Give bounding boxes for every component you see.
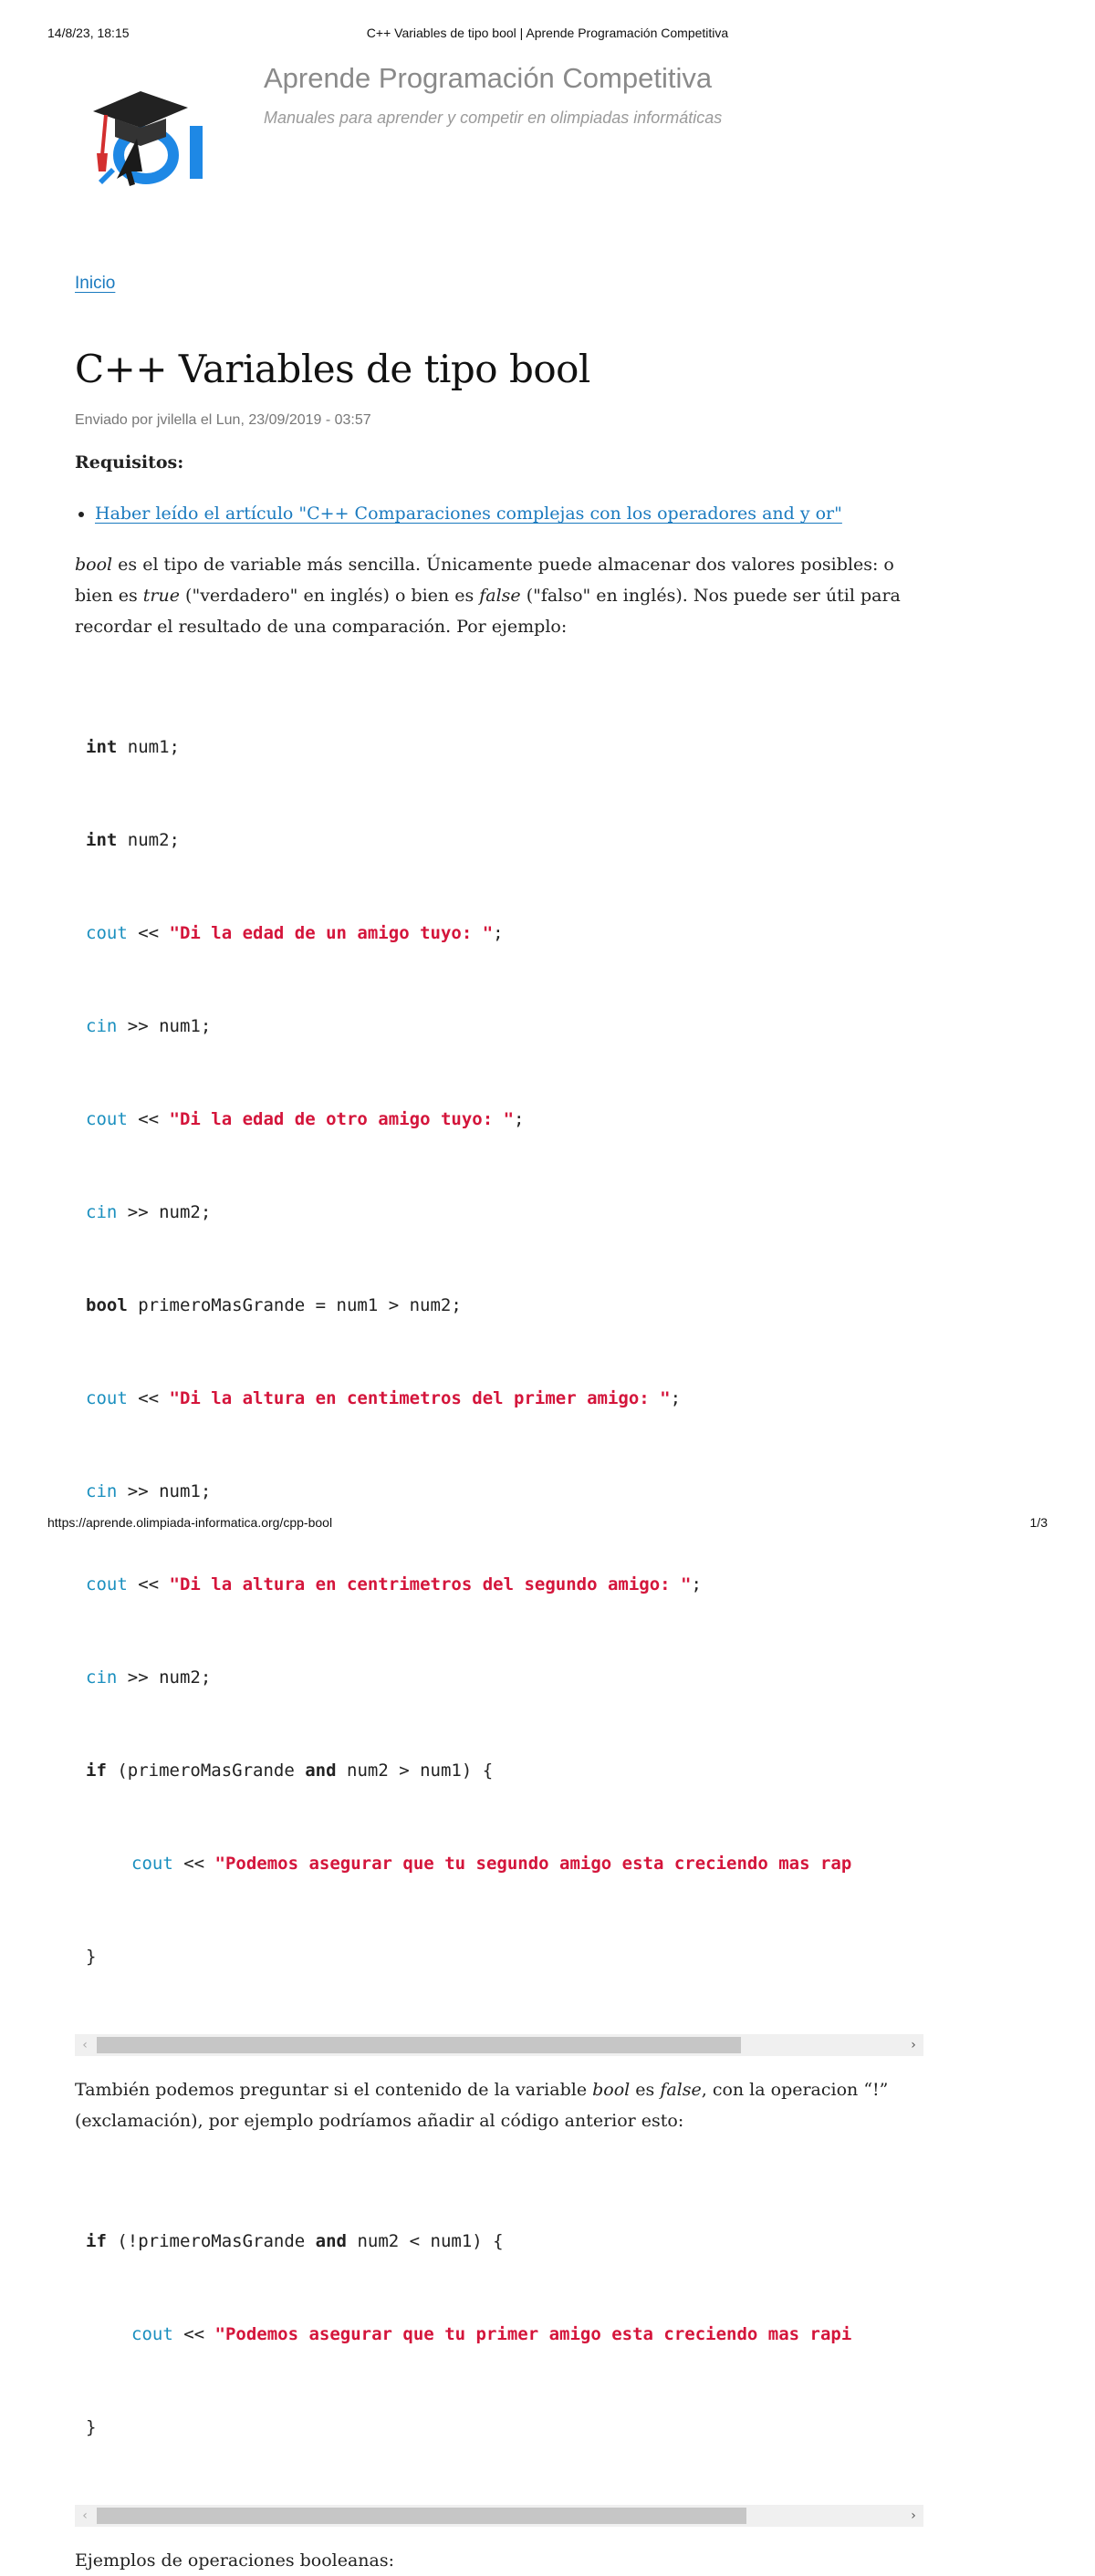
text: ("falso" en inglés). Nos puede ser útil para recordar el resultado de una comparación. Por ejemplo: [75,586,901,637]
code-line: cout << "Podemos asegurar que tu primer amigo esta creciendo mas rapi [131,2324,852,2344]
scroll-left-icon[interactable]: ‹ [82,2508,88,2523]
examples-heading: Ejemplos de operaciones booleanas: [75,2550,395,2571]
requirements-list [75,498,923,529]
submitted-info: Enviado por jvilella el Lun, 23/09/2019 - 03:57 [75,412,371,428]
print-url: https://aprende.olimpiada-informatica.org/cpp-bool [47,1515,333,1530]
code-line: int num2; [86,830,180,850]
code-line: } [86,1947,97,1967]
term-false: false [479,586,521,606]
term-bool: bool [75,555,113,575]
site-slogan: Manuales para aprender y competir en olimpiadas informáticas [264,109,723,127]
term-bool: bool [592,2080,631,2100]
horizontal-scrollbar[interactable] [75,2505,923,2527]
code-line: cout << "Di la edad de un amigo tuyo: "; [86,923,504,943]
requirements-title: Requisitos: [75,452,184,473]
code-line: cin >> num1; [86,1016,212,1036]
code-line: cin >> num2; [86,1667,212,1688]
code-content [75,670,923,2034]
code-block [75,670,923,2056]
print-doc-title: C++ Variables de tipo bool | Aprende Programación Competitiva [366,26,729,40]
code-line: if (primeroMasGrande and num2 > num1) { [86,1761,494,1781]
code-line: cin >> num2; [86,1202,212,1222]
code-line: int num1; [86,737,180,757]
code-block [75,2164,923,2527]
code-line: cout << "Di la edad de otro amigo tuyo: "; [86,1109,525,1129]
text: También podemos preguntar si el contenido de la variable [75,2080,593,2100]
code-line: cin >> num1; [86,1481,212,1501]
text: es el tipo de variable más sencilla. Únicamente puede almacenar dos valores posibles: o bien es [75,555,894,606]
term-false: false [660,2080,702,2100]
negation-paragraph [75,2074,923,2136]
text: ("verdadero" en inglés) o bien es [180,586,480,606]
scrollbar-thumb[interactable] [97,2508,746,2524]
code-content [75,2164,923,2505]
code-line: if (!primeroMasGrande and num2 < num1) { [86,2231,504,2251]
breadcrumb-home-link[interactable]: Inicio [75,274,116,293]
code-line: bool primeroMasGrande = num1 > num2; [86,1295,462,1315]
site-name[interactable]: Aprende Programación Competitiva [264,62,713,94]
scroll-right-icon[interactable]: › [911,2508,916,2523]
code-line: } [86,2417,97,2437]
site-logo[interactable] [75,84,221,203]
requirement-link[interactable]: Haber leído el artículo "C++ Comparaciones complejas con los operadores and y or" [95,504,842,524]
text: es [630,2080,661,2100]
text: , con la operacion “!” (exclamación), por ejemplo podríamos añadir al código anterior esto: [75,2080,889,2131]
scrollbar-thumb[interactable] [97,2037,741,2053]
intro-paragraph [75,549,923,642]
term-true: true [142,586,180,606]
page-title: C++ Variables de tipo bool [75,347,590,391]
horizontal-scrollbar[interactable] [75,2034,923,2056]
graduation-cap-cursor-logo-icon [75,84,221,203]
code-line: cout << "Di la altura en centrimetros del segundo amigo: "; [86,1574,702,1594]
code-line: cout << "Podemos asegurar que tu segundo amigo esta creciendo mas rap [131,1854,852,1874]
print-datetime: 14/8/23, 18:15 [47,26,130,40]
article-body [75,447,923,2576]
print-page-number: 1/3 [1029,1515,1048,1530]
list-item [95,498,923,529]
code-line: cout << "Di la altura en centimetros del primer amigo: "; [86,1388,682,1408]
scroll-right-icon[interactable]: › [911,2038,916,2052]
scroll-left-icon[interactable]: ‹ [82,2038,88,2052]
